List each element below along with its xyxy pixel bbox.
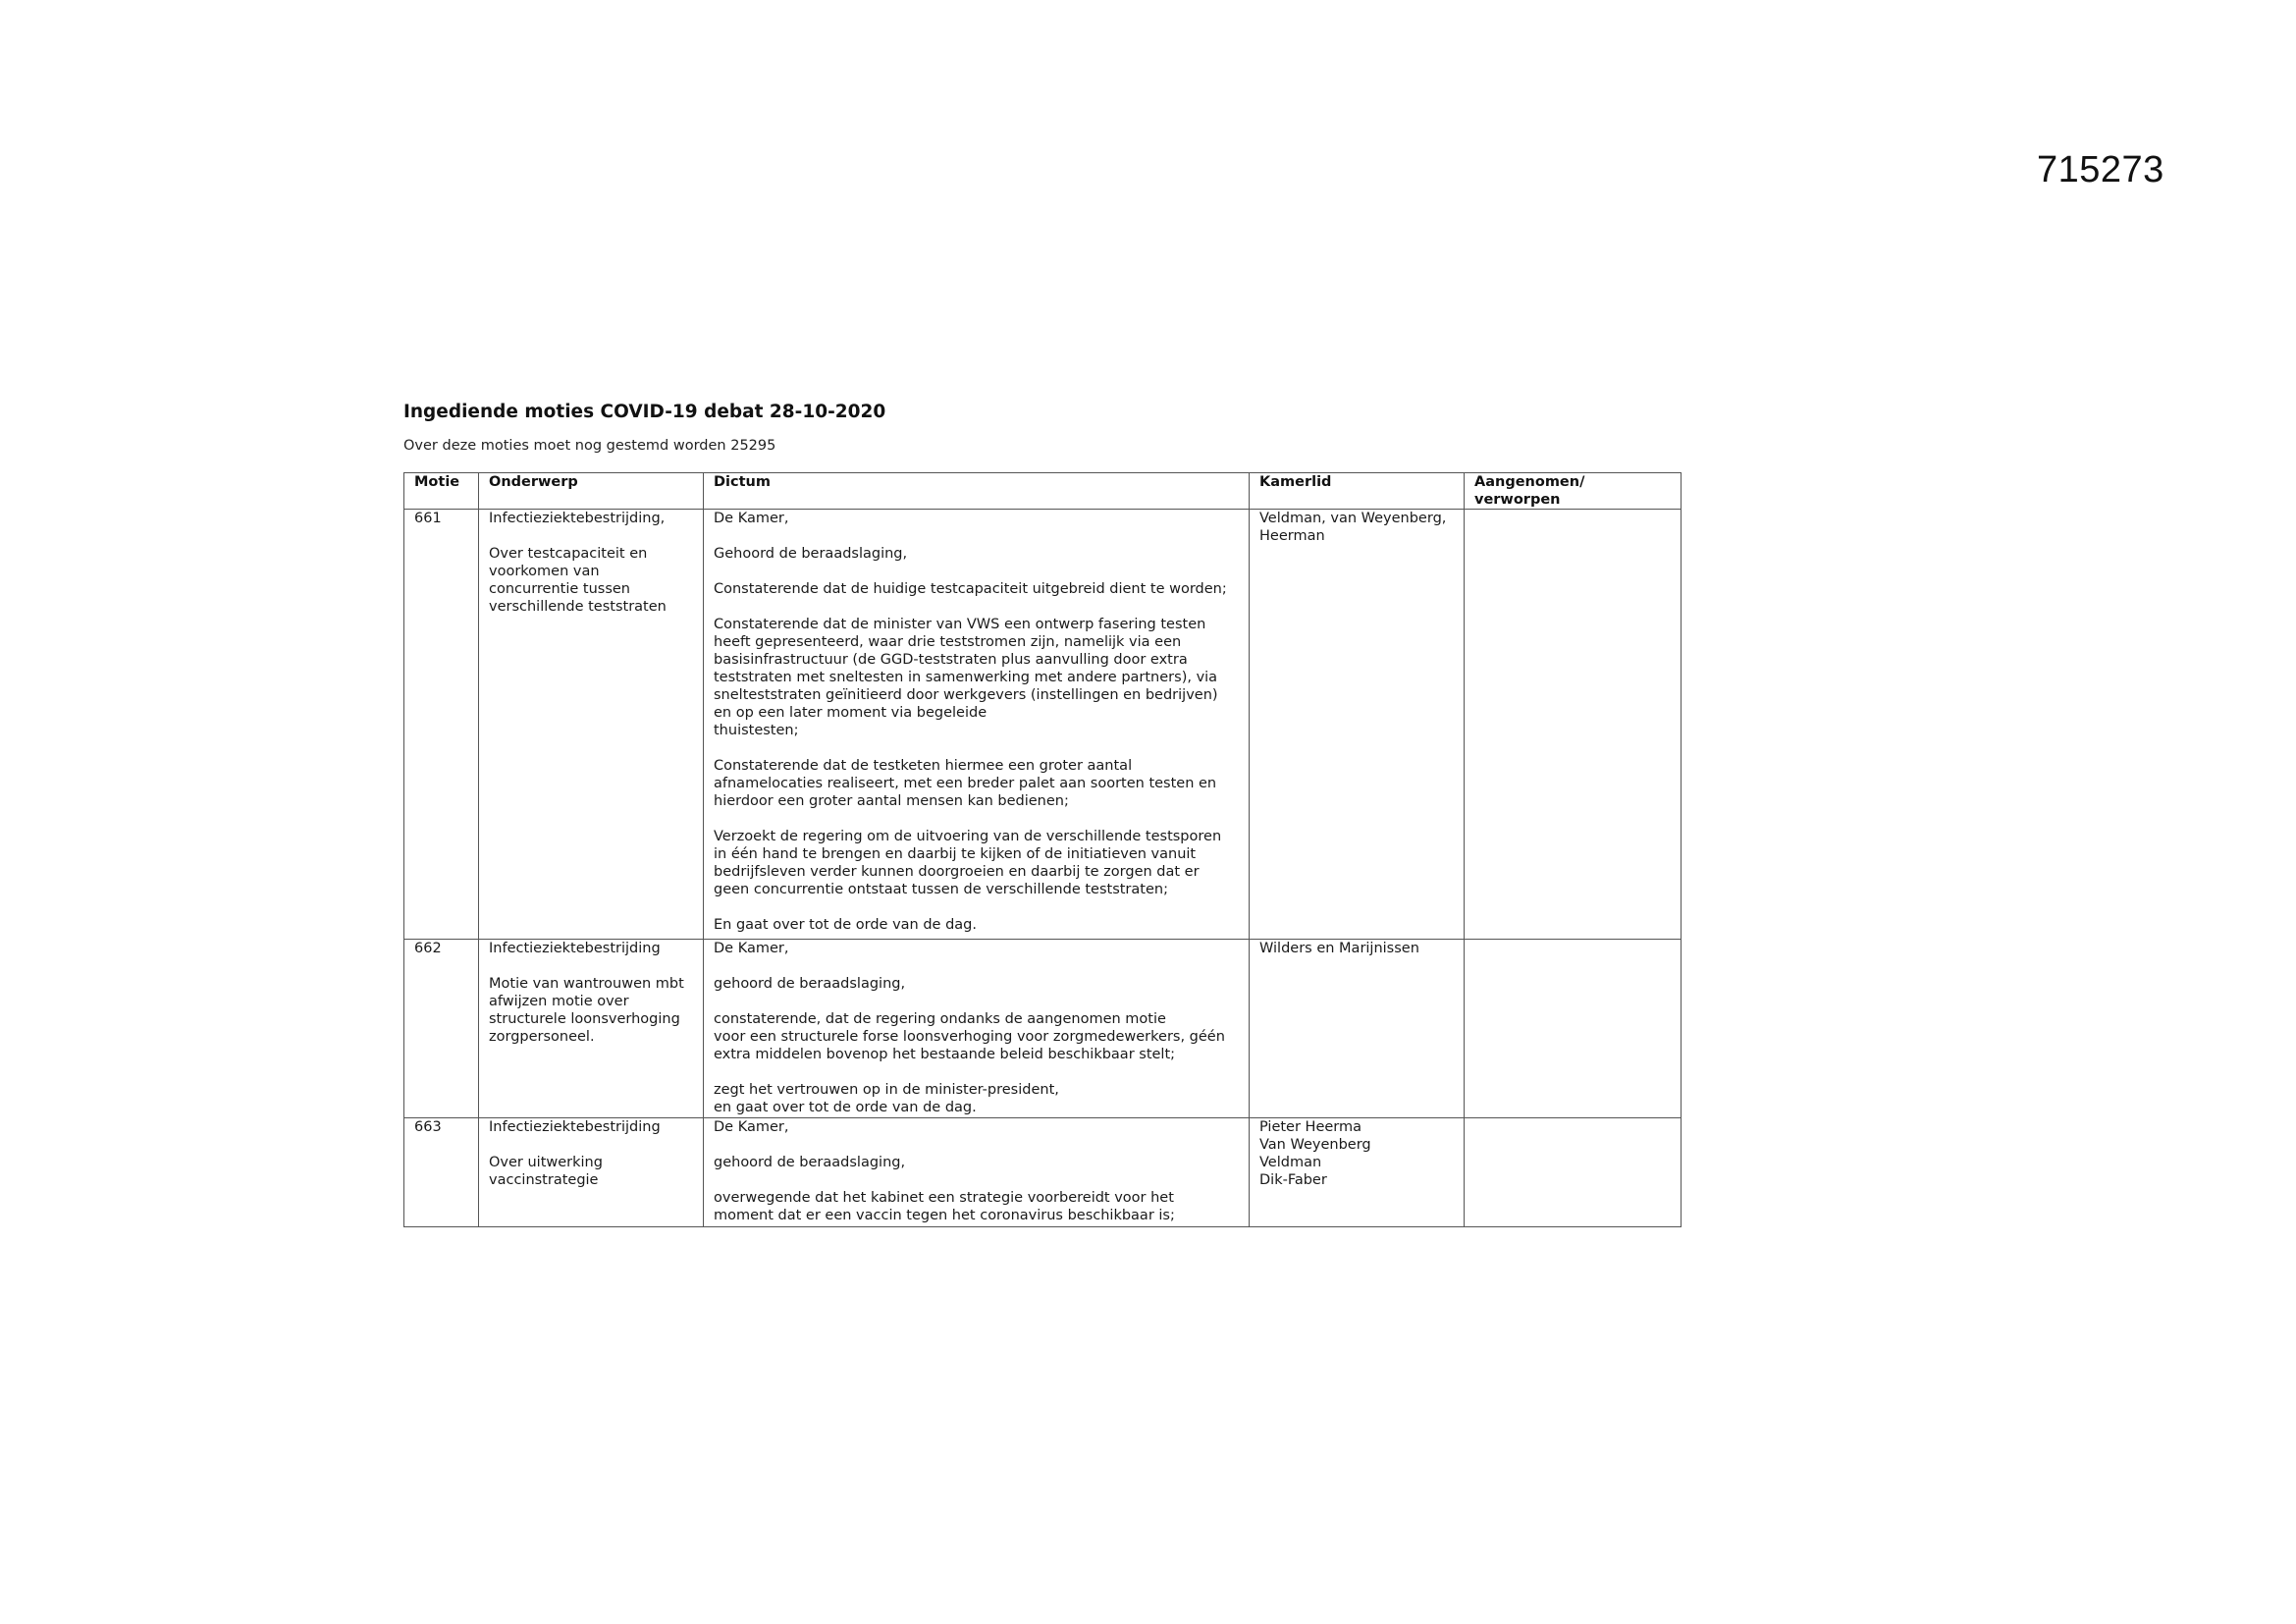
dictum-cell xyxy=(704,1118,1250,1227)
header-aangenomen-label: Aangenomen/ verworpen xyxy=(1474,474,1585,508)
kamerlid-cell xyxy=(1250,510,1465,940)
dictum-paragraph: gehoord de beraadslaging, xyxy=(714,1155,906,1170)
header-motie: Motie xyxy=(404,473,479,510)
kamerlid-names: Veldman, van Weyenberg, Heerman xyxy=(1259,511,1447,544)
dictum-paragraph: En gaat over tot de orde van de dag. xyxy=(714,917,977,933)
document-number: 715273 xyxy=(2037,149,2164,190)
dictum-paragraph: Verzoekt de regering om de uitvoering van de verschillende testsporen in één hand te brengen en daarbij te kijken of de initiatieven vanuit bedrijfsleven verder kunnen doorgroeien en daarbij te zorgen dat er geen concurrentie ontstaat tussen de verschillende teststraten; xyxy=(714,829,1222,897)
onderwerp-description: Over testcapaciteit en voorkomen van concurrentie tussen verschillende teststraten xyxy=(489,546,667,615)
dictum-paragraph: De Kamer, xyxy=(714,941,789,956)
onderwerp-cell xyxy=(479,510,704,940)
dictum-paragraph: Constaterende dat de minister van VWS een ontwerp fasering testen heeft gepresenteerd, waar drie teststromen zijn, namelijk via een basisinfrastructuur (de GGD-teststraten plus aanvulling door extra teststraten met sneltesten in samenwerking met andere partners), via snelteststraten geïnitieerd door werkgevers (instellingen en bedrijven) en op een later moment via begeleide thuistesten; xyxy=(714,617,1218,738)
header-kamerlid: Kamerlid xyxy=(1250,473,1465,510)
moties-table xyxy=(403,472,1682,1227)
dictum-paragraph: Constaterende dat de huidige testcapaciteit uitgebreid dient te worden; xyxy=(714,581,1227,597)
kamerlid-names: Pieter Heerma Van Weyenberg Veldman Dik-Faber xyxy=(1259,1119,1371,1188)
onderwerp-cell xyxy=(479,940,704,1118)
onderwerp-description: Motie van wantrouwen mbt afwijzen motie over structurele loonsverhoging zorgpersoneel. xyxy=(489,976,684,1045)
dictum-paragraph: constaterende, dat de regering ondanks de aangenomen motie voor een structurele forse loonsverhoging voor zorgmedewerkers, géén extra middelen bovenop het bestaande beleid beschikbaar stelt; xyxy=(714,1011,1225,1062)
onderwerp-cell xyxy=(479,1118,704,1227)
dictum-paragraph: zegt het vertrouwen op in de minister-president, en gaat over tot de orde van de dag. xyxy=(714,1082,1059,1115)
dictum-cell xyxy=(704,510,1250,940)
kamerlid-names: Wilders en Marijnissen xyxy=(1259,941,1419,956)
dictum-paragraph: Gehoord de beraadslaging, xyxy=(714,546,908,562)
table-row xyxy=(404,940,1682,1118)
aangenomen-cell xyxy=(1465,510,1682,940)
dictum-paragraph: overwegende dat het kabinet een strategie voorbereidt voor het moment dat er een vaccin tegen het coronavirus beschikbaar is; xyxy=(714,1190,1175,1223)
table-row xyxy=(404,510,1682,940)
header-dictum: Dictum xyxy=(704,473,1250,510)
header-aangenomen xyxy=(1465,473,1682,510)
dictum-paragraph: De Kamer, xyxy=(714,1119,789,1135)
aangenomen-cell xyxy=(1465,1118,1682,1227)
dictum-paragraph: De Kamer, xyxy=(714,511,789,526)
header-onderwerp: Onderwerp xyxy=(479,473,704,510)
dictum-paragraph: Constaterende dat de testketen hiermee een groter aantal afnamelocaties realiseert, met een breder palet aan soorten testen en hierdoor een groter aantal mensen kan bedienen; xyxy=(714,758,1217,809)
motie-number: 661 xyxy=(404,510,479,940)
dictum-paragraph: gehoord de beraadslaging, xyxy=(714,976,906,992)
table-header-row xyxy=(404,473,1682,510)
motie-number: 662 xyxy=(404,940,479,1118)
dictum-cell xyxy=(704,940,1250,1118)
page-subtitle: Over deze moties moet nog gestemd worden 25295 xyxy=(403,438,776,454)
onderwerp-description: Over uitwerking vaccinstrategie xyxy=(489,1155,603,1188)
motie-number: 663 xyxy=(404,1118,479,1227)
kamerlid-cell xyxy=(1250,940,1465,1118)
kamerlid-cell xyxy=(1250,1118,1465,1227)
onderwerp-category: Infectieziektebestrijding xyxy=(489,1119,661,1135)
page-title: Ingediende moties COVID-19 debat 28-10-2020 xyxy=(403,402,886,422)
onderwerp-category: Infectieziektebestrijding xyxy=(489,941,661,956)
onderwerp-category: Infectieziektebestrijding, xyxy=(489,511,666,526)
table-row xyxy=(404,1118,1682,1227)
aangenomen-cell xyxy=(1465,940,1682,1118)
